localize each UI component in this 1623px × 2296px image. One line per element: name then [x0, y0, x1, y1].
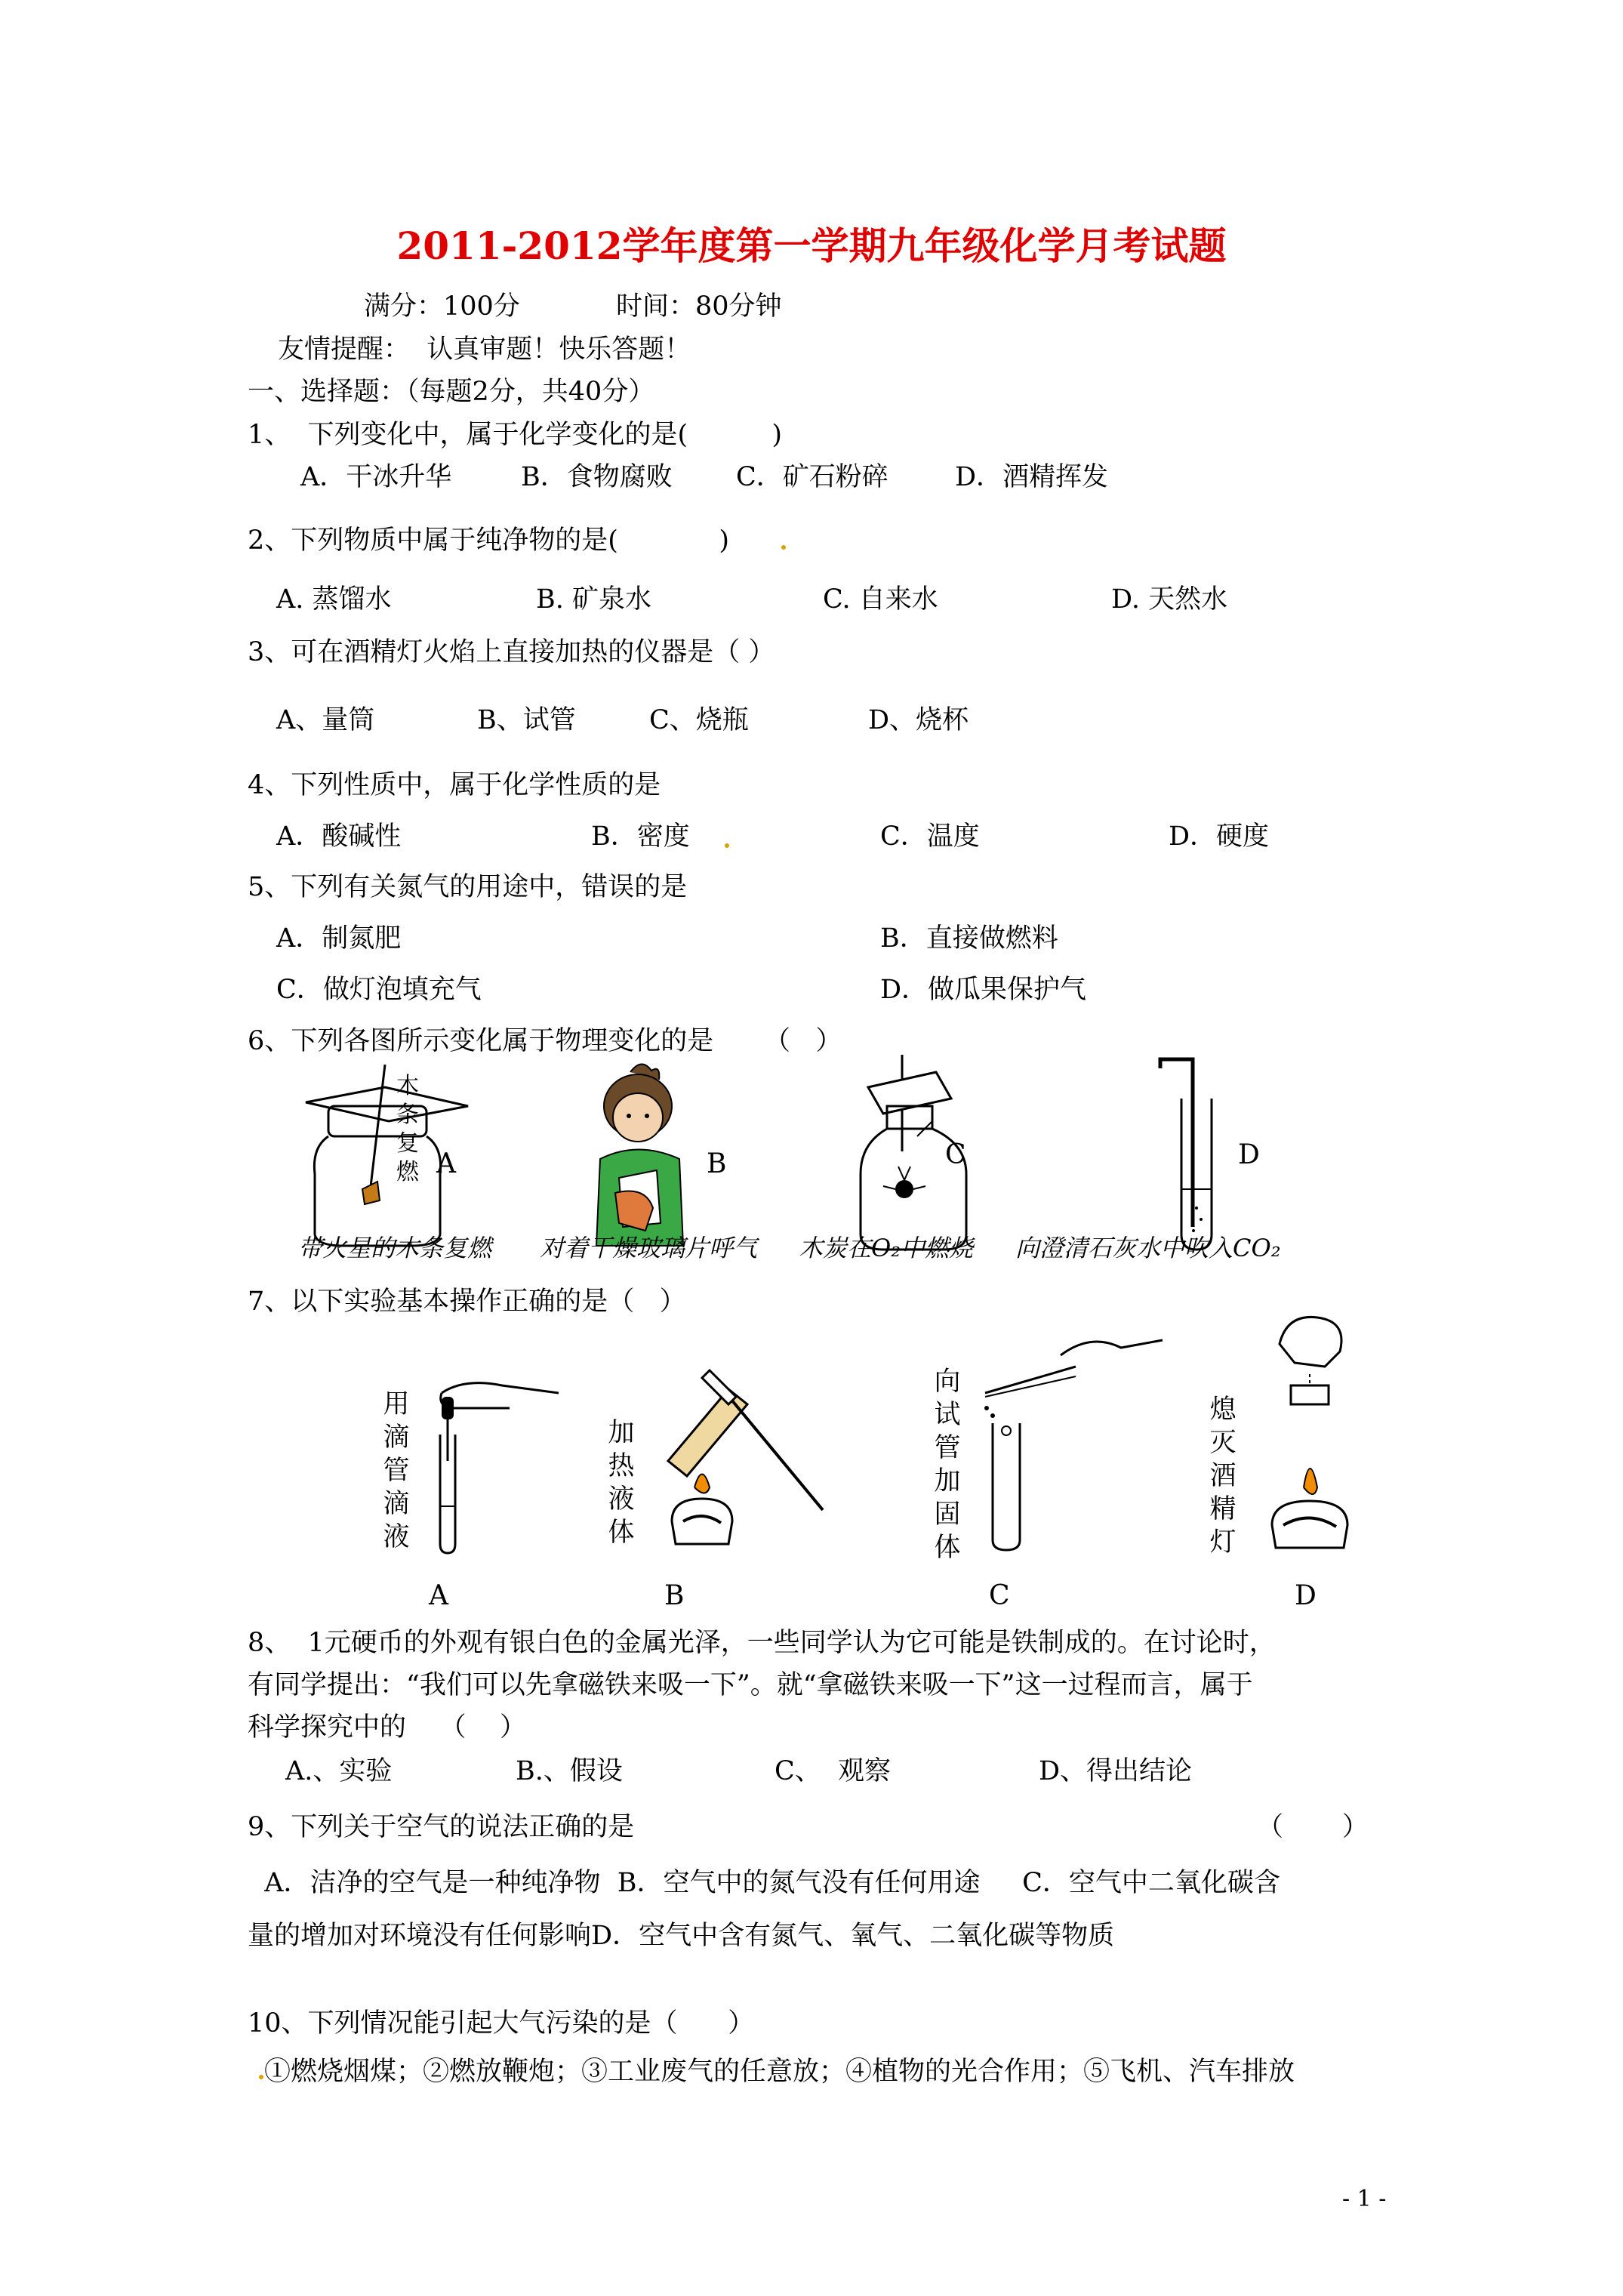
q10-line1: ①燃烧烟煤；②燃放鞭炮；③工业废气的任意放；④植物的光合作用；⑤飞机、汽车排放: [264, 2057, 1295, 2087]
q3-option-a: A、量筒: [276, 705, 375, 735]
q1-option-c: C．矿石粉碎: [736, 462, 888, 492]
q8-line3: 科学探究中的 （ ）: [248, 1712, 527, 1743]
q2-option-a: A. 蒸馏水: [276, 584, 392, 615]
q1-option-b: B．食物腐败: [521, 462, 673, 492]
q5-option-d: D．做瓜果保护气: [880, 975, 1087, 1005]
q3-option-c: C、烧瓶: [649, 705, 749, 735]
q10-stem: 10、下列情况能引起大气污染的是（ ）: [248, 2008, 755, 2039]
q6-fig-c-caption: 木炭在O₂中燃烧: [799, 1234, 974, 1262]
heating-liquid-illustration: [638, 1348, 872, 1552]
q7-fig-b-vlabel: 加热液体: [608, 1418, 635, 1548]
q1-option-a: A．干冰升华: [300, 462, 452, 492]
q9-line2: 量的增加对环境没有任何影响D．空气中含有氮气、氧气、二氧化碳等物质: [248, 1921, 1115, 1951]
q7-option-d: D: [1295, 1580, 1317, 1611]
exam-title: 2011-2012学年度第一学期九年级化学月考试题: [396, 223, 1227, 268]
exam-time: 时间：80分钟: [616, 291, 782, 322]
stray-dot: [259, 2075, 263, 2079]
q6-stem: 6、下列各图所示变化属于物理变化的是 （ ）: [248, 1026, 842, 1056]
q7-option-c: C: [989, 1580, 1010, 1611]
q8-option-d: D、得出结论: [1039, 1756, 1193, 1786]
section-heading: 一、选择题：（每题2分，共40分）: [248, 377, 655, 407]
q8-option-a: A.、实验: [285, 1756, 393, 1786]
q7-stem: 7、以下实验基本操作正确的是（ ）: [248, 1287, 686, 1317]
stray-dot: [781, 545, 786, 550]
full-score: 满分：100分: [364, 291, 520, 322]
reminder: 友情提醒： 认真审题！快乐答题！: [278, 334, 691, 365]
q7-fig-d-vlabel: 熄灭酒精灯: [1209, 1395, 1236, 1558]
q2-option-d: D. 天然水: [1111, 584, 1228, 615]
q5-option-b: B．直接做燃料: [880, 923, 1058, 954]
dropper-illustration: [419, 1363, 562, 1555]
q6-fig-b-caption: 对着干燥玻璃片呼气: [540, 1234, 758, 1262]
q2-option-c: C. 自来水: [823, 584, 938, 615]
girl-breathing-illustration: [585, 1057, 691, 1250]
q3-option-b: B、试管: [477, 705, 576, 735]
q7-fig-c-vlabel: 向试管加固体: [934, 1367, 961, 1563]
q4-option-c: C．温度: [880, 821, 980, 852]
page-number: - 1 -: [1342, 2186, 1387, 2212]
q4-option-d: D．硬度: [1169, 821, 1270, 852]
q7-option-a: A: [429, 1580, 448, 1611]
q8-line1: 8、 1元硬币的外观有银白色的金属光泽，一些同学认为它可能是铁制成的。在讨论时，: [248, 1628, 1276, 1658]
q6-fig-a-letter: A: [436, 1148, 456, 1179]
q6-fig-d-caption: 向澄清石灰水中吹入CO₂: [1015, 1234, 1281, 1262]
q4-option-b: B．密度: [591, 821, 690, 852]
q6-fig-c-letter: C: [945, 1139, 966, 1170]
q3-stem: 3、可在酒精灯火焰上直接加热的仪器是（ ）: [248, 637, 775, 667]
q7-option-b: B: [664, 1580, 685, 1611]
q2-stem: 2、下列物质中属于纯净物的是( ): [248, 525, 730, 556]
q6-fig-a-caption: 带火星的木条复燃: [298, 1234, 492, 1262]
q6-fig-a-vlabel: 木条复燃: [396, 1073, 419, 1185]
q9-line1: A．洁净的空气是一种纯净物 B．空气中的氮气没有任何用途 C．空气中二氧化碳含: [248, 1868, 1280, 1898]
q2-option-b: B. 矿泉水: [536, 584, 651, 615]
stray-dot: [725, 843, 729, 848]
q1-option-d: D．酒精挥发: [955, 462, 1109, 492]
q8-option-c: C、 观察: [775, 1756, 892, 1786]
q9-answer-paren: （ ）: [1257, 1812, 1369, 1842]
q6-fig-b-letter: B: [707, 1148, 727, 1179]
q4-option-a: A．酸碱性: [276, 821, 402, 852]
q9-stem: 9、下列关于空气的说法正确的是: [248, 1812, 635, 1842]
adding-solid-illustration: [970, 1325, 1166, 1552]
q3-option-d: D、烧杯: [868, 705, 969, 735]
q8-line2: 有同学提出：“我们可以先拿磁铁来吸一下”。就“拿磁铁来吸一下”这一过程而言，属于: [248, 1670, 1253, 1700]
test-tube-illustration: [1151, 1053, 1242, 1253]
q5-stem: 5、下列有关氮气的用途中，错误的是: [248, 872, 688, 902]
q6-fig-d-letter: D: [1238, 1139, 1260, 1170]
q4-stem: 4、下列性质中，属于化学性质的是: [248, 770, 661, 800]
q7-fig-a-vlabel: 用滴管滴液: [383, 1389, 410, 1552]
extinguish-lamp-illustration: [1249, 1299, 1363, 1552]
q5-option-a: A．制氮肥: [276, 923, 402, 954]
q8-option-b: B.、假设: [516, 1756, 623, 1786]
q1-stem: 1、 下列变化中，属于化学变化的是( ): [248, 420, 783, 450]
q5-option-c: C．做灯泡填充气: [276, 975, 482, 1005]
